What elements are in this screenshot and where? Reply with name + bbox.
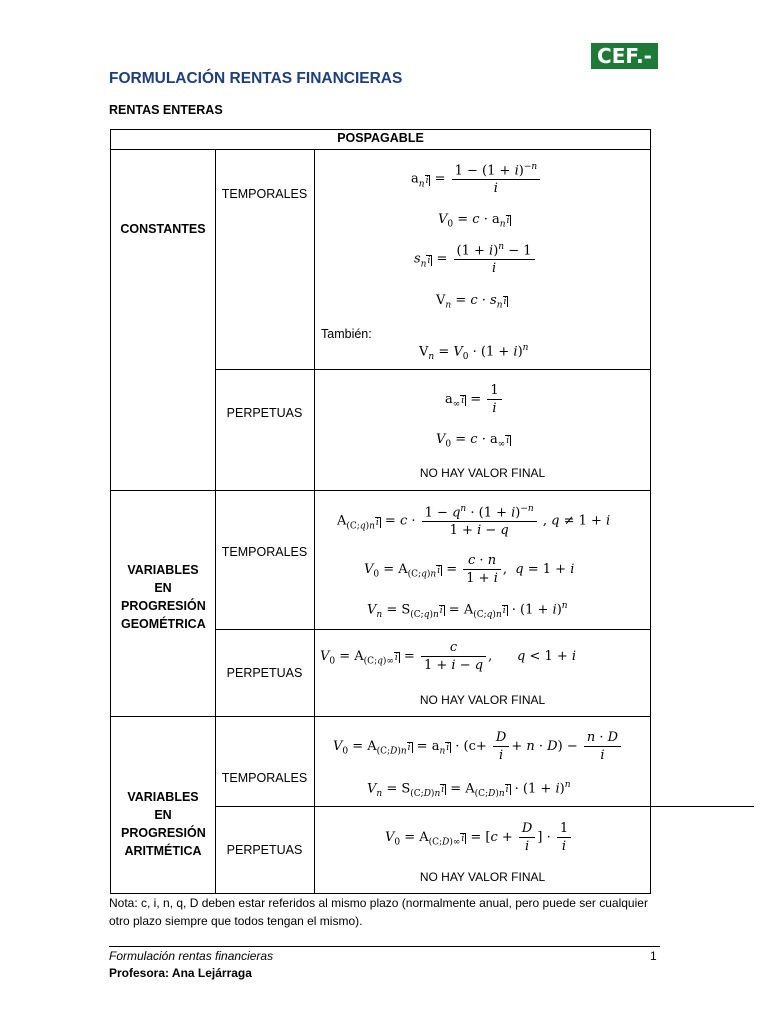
table-header: POSPAGABLE (337, 131, 424, 145)
group-constantes: CONSTANTES (120, 222, 206, 236)
footer-rule (109, 946, 660, 947)
formula-v0-arit: $V_0 = A_{(C;D)n}i = a_ni \cdot (c+$ $\frac{D}{i}$ + n · D) − $\frac{n \cdot D}{i}$ (333, 730, 623, 763)
formula-v0-ainf: $V_0 = c \cdot a_\infty i$ (436, 432, 510, 450)
footer-title: Formulación rentas financieras (109, 949, 274, 963)
cef-logo: CEF.- (591, 43, 658, 69)
sub-perpetuas-1: PERPETUAS (226, 406, 303, 420)
formula-v0-geo: $V_0 = A_{(C;q)n}i$ = $\frac{c \cdot n}{1 + i}$ , q = 1 + i (364, 553, 575, 586)
sub-temporales-2: TEMPORALES (221, 545, 308, 559)
tambien-label: También: (321, 327, 372, 341)
formula-v0-a: $V_0 = c \cdot a_ni$ (438, 212, 510, 230)
group-geometrica: VARIABLES EN PROGRESIÓN GEOMÉTRICA (121, 563, 206, 631)
sub-perpetuas-2: PERPETUAS (226, 666, 303, 680)
no-final-1: NO HAY VALOR FINAL (419, 466, 546, 480)
formula-a-n: $a_ni$ = $\frac{1 - (1 + i)^{-n}}{i}$ (411, 162, 542, 196)
formula-vn-arit: $V_n = S_{(C;D)n}i = A_{(C;D)n}i \cdot (1 + i)^n$ (367, 780, 571, 799)
formula-vn-v0: $V_n = V_0 \cdot (1 + i)^n$ (419, 343, 529, 362)
formula-v0-geo-inf: $V_0 = A_{(C;q)\infty}i$ = $\frac{c}{1 + i - q}$ , q < 1 + i (320, 640, 577, 673)
sub-temporales-1: TEMPORALES (221, 187, 308, 201)
page-title: FORMULACIÓN RENTAS FINANCIERAS (109, 70, 403, 87)
no-final-3: NO HAY VALOR FINAL (419, 870, 546, 884)
formula-a-inf: $a_\infty i$ = $\frac{1}{i}$ (445, 383, 504, 416)
formula-table (110, 129, 651, 894)
page-number: 1 (650, 949, 657, 963)
section-subtitle: RENTAS ENTERAS (109, 103, 223, 117)
no-final-2: NO HAY VALOR FINAL (419, 693, 546, 707)
formula-vn-s: $V_n = c \cdot s_ni$ (436, 293, 507, 311)
formula-A-geo: $A_{(C;q)n}i = c$ · $\frac{1 - q^n \cdot (1 + i)^{-n}}{1 + i - q}$ , q ≠ 1 + i (337, 504, 611, 539)
footer-author: Profesora: Ana Lejárraga (109, 966, 252, 980)
formula-s-n: $s_ni$ = $\frac{(1 + i)^n - 1}{i}$ (414, 242, 537, 276)
sub-temporales-3: TEMPORALES (221, 771, 308, 785)
sub-perpetuas-3: PERPETUAS (226, 843, 303, 857)
group-aritmetica: VARIABLES EN PROGRESIÓN ARITMÉTICA (121, 790, 206, 858)
formula-v0-arit-inf: $V_0 = A_{(C;D)\infty}i = [c$ + $\frac{D}{i}$ ] · $\frac{1}{i}$ (385, 821, 573, 854)
note-text: Nota: c, i, n, q, D deben estar referidos al mismo plazo (normalmente anual, pero puede ser cualquier otro plazo siempre que todos tengan el mismo). (109, 896, 648, 928)
formula-vn-geo: $V_n = S_{(C;q)n}i = A_{(C;q)n}i \cdot (1 + i)^n$ (367, 601, 568, 620)
